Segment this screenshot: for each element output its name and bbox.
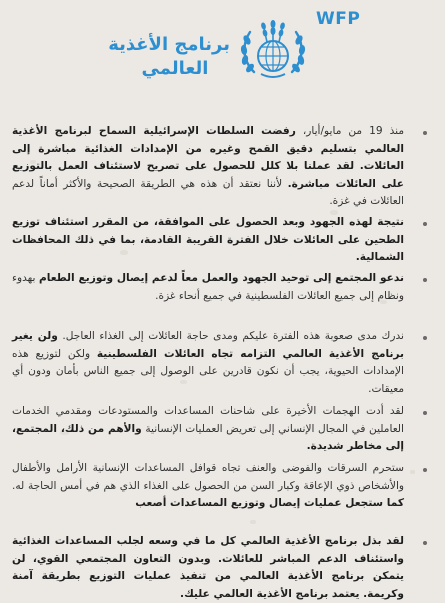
paragraph-text-bold: ندعو المجتمع إلى توحيد الجهود والعمل معاً لدعم إيصال وتوزيع الطعام: [39, 272, 405, 284]
paragraph-text: لأننا نعتقد أن هذه هي الطريقة الصحيحة والأكثر أماناً لدعم العائلات في غزة.: [12, 177, 404, 207]
bullet-icon: [423, 222, 427, 226]
background-speck: [410, 470, 415, 474]
paragraph-commitment: [12, 328, 404, 398]
paragraph-text: ندرك مدى صعوبة هذه الفترة عليكم ومدى حاجة العائلات إلى الغذاء العاجل.: [57, 330, 404, 342]
bullet-icon: [423, 468, 427, 472]
paragraph-theft-impact: [12, 460, 404, 513]
header: [0, 0, 445, 106]
paragraph-text-bold: ولن يغير برنامج الأغذية العالمي التزامه تجاه العائلات الفلسطينية: [12, 330, 404, 360]
paragraph-text-bold: كما ستجعل عمليات إيصال وتوزيع المساعدات أصعب: [135, 497, 404, 509]
wfp-wheat-globe-emblem-icon: [236, 14, 310, 88]
paragraph-text-bold: نتيجة لهذه الجهود وبعد الحصول على الموافقة، من المقرر استئناف توزيع الطحين على العائلات خلال الفترة القريبة القادمة، بما في ذلك المحافظات الشمالية.: [12, 216, 404, 263]
logo-name-line-1: برنامج الأغذية: [108, 34, 230, 55]
bullet-icon: [423, 278, 427, 282]
paragraph-text: لقد أدت الهجمات الأخيرة على شاحنات المساعدات والمستودعات ومقدمي الخدمات العاملين في المجال الإنساني إلى تعريض العمليات الإنسانية: [12, 405, 404, 435]
paragraph-community-call: [12, 270, 404, 305]
paragraph-text-bold: لقد بذل برنامج الأغذية العالمي كل ما في وسعه لجلب المساعدات الغذائية واستئناف الدعم المباشر للعائلات. وبدون التعاون المجتمعي القوي، لن يتمكن برنامج الأغذية العالمي من تنفيذ عمليات التوزيع بطريقة آمنة وكريمة. يعتمد برنامج الأغذية العالمي عليك.: [12, 535, 404, 600]
paragraph-restriction: [12, 123, 404, 211]
bullet-icon: [423, 411, 427, 415]
logo-name-line-2: العالمي: [141, 58, 209, 79]
paragraph-text: بهدوء ونظام إلى جميع العائلات الفلسطينية في جميع أنحاء غزة.: [12, 272, 404, 302]
paragraph-text: ولكن لتوزيع هذه الإمدادات الحيوية، يجب أن نكون قادرين على الوصول إلى جميع الناس بأمان ودون أي معيقات.: [12, 347, 404, 395]
paragraph-text-bold: والأهم من ذلك، المجتمع، إلى مخاطر شديدة.: [12, 422, 404, 452]
bullet-icon: [423, 541, 427, 545]
paragraph-resumption: [12, 214, 404, 267]
paragraph-reliance: [12, 533, 404, 603]
paragraph-text: ستحرم السرقات والفوضى والعنف تجاه قوافل المساعدات الإنسانية الأرامل والأطفال والأشخاص ذوي الإعاقة وكبار السن من الحصول على الغذاء الذي هم في أمس الحاجة له.: [12, 462, 404, 492]
paragraph-text-bold: رفضت السلطات الإسرائيلية السماح لبرنامج الأغذية العالمي بتسليم دقيق القمح وغيره من الإمدادات الغذائية مباشرة إلى العائلات. لقد عملنا بلا كلل للحصول على تصريح لاستئناف العمل بالتوزيع على العائلات مباشرة.: [12, 125, 404, 190]
paragraph-attacks: [12, 403, 404, 456]
bullet-icon: [423, 131, 427, 135]
paragraph-text: منذ 19 من مايو/أيار،: [295, 125, 404, 137]
bullet-icon: [423, 336, 427, 340]
logo-abbreviation: WFP: [316, 9, 361, 29]
background-speck: [250, 520, 256, 524]
